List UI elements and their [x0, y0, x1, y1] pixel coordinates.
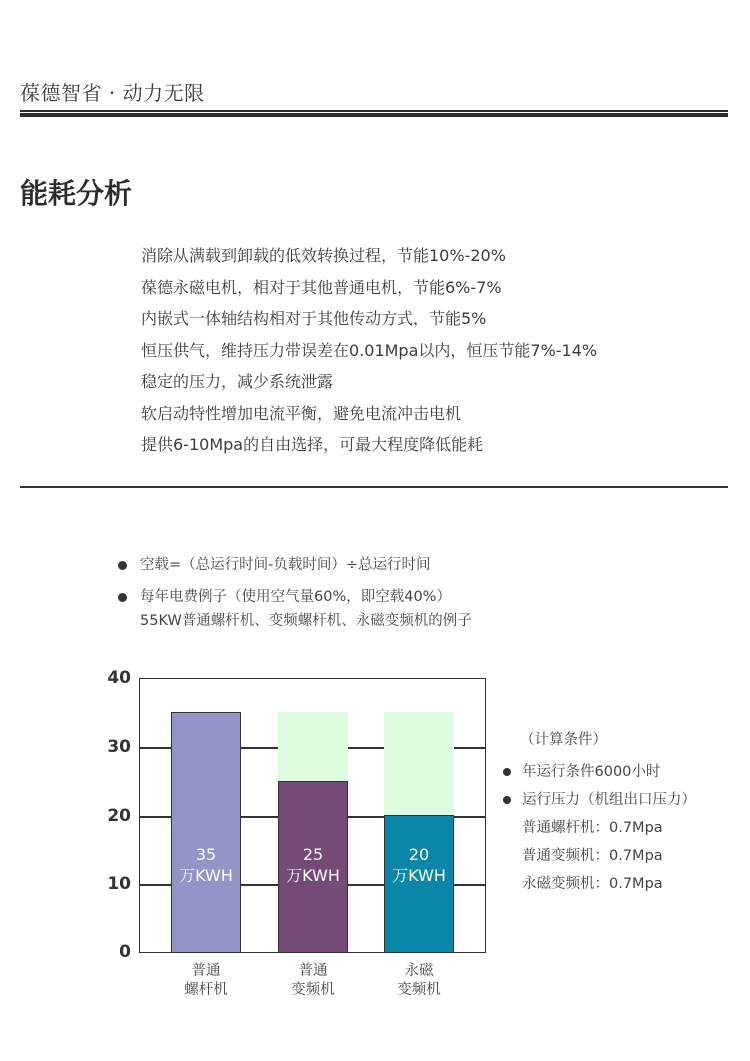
y-tick-label: 0 [119, 942, 131, 962]
page-title: 能耗分析 [20, 177, 133, 210]
note-item [116, 553, 472, 577]
bullet-icon [503, 796, 511, 804]
condition-text: 年运行条件6000小时 [522, 764, 661, 780]
x-label-line: 永磁 [404, 963, 434, 979]
bar-vfd-standard [278, 781, 348, 952]
note-subtext: 55KW普通螺杆机、变频螺杆机、永磁变频机的例子 [140, 613, 472, 629]
condition-text: 运行压力（机组出口压力） [522, 792, 696, 808]
conditions-title: （计算条件） [520, 732, 607, 748]
feature-item: 内嵌式一体轴结构相对于其他传动方式，节能5% [141, 309, 487, 328]
x-label-line: 螺杆机 [184, 982, 228, 998]
bar-unit: 万KWH [286, 866, 340, 885]
calculation-conditions [502, 728, 696, 898]
x-label [166, 962, 246, 1000]
x-label-line: 变频机 [397, 982, 441, 998]
note-text: 每年电费例子（使用空气量60%，即空载40%） [140, 589, 451, 605]
x-label [379, 962, 459, 1000]
y-tick-label: 10 [107, 874, 131, 894]
header-rule-thick [20, 113, 728, 117]
condition-item [502, 786, 696, 814]
feature-list [141, 240, 597, 461]
note-text: 空载=（总运行时间-负载时间）÷总运行时间 [140, 557, 431, 573]
x-label-line: 普通 [298, 963, 328, 979]
feature-item: 稳定的压力，减少系统泄露 [141, 372, 334, 391]
bar-value: 35 [195, 845, 217, 864]
feature-item: 恒压供气，维持压力带误差在0.01Mpa以内，恒压节能7%-14% [141, 340, 598, 360]
feature-item: 软启动特性增加电流平衡，避免电流冲击电机 [141, 403, 462, 423]
feature-item: 葆德永磁电机，相对于其他普通电机，节能6%-7% [141, 277, 502, 297]
bar-unit: 万KWH [179, 866, 233, 885]
bar-screw-standard [171, 712, 241, 952]
section-divider [20, 486, 728, 488]
condition-subitem: 永磁变频机：0.7Mpa [522, 876, 663, 892]
x-label [273, 962, 353, 1000]
y-tick-label: 30 [107, 737, 131, 757]
bullet-icon [503, 768, 511, 776]
y-tick-label: 40 [107, 668, 131, 688]
bar-value: 20 [408, 845, 430, 864]
chart-notes [116, 553, 472, 633]
condition-subitem: 普通变频机：0.7Mpa [522, 848, 663, 864]
y-tick-label: 20 [107, 806, 131, 826]
x-label-line: 普通 [191, 963, 221, 979]
bar-pm-vfd [384, 815, 454, 952]
condition-subitem: 普通螺杆机：0.7Mpa [522, 820, 663, 836]
x-label-line: 变频机 [291, 982, 335, 998]
bullet-icon [118, 561, 127, 570]
bar-unit: 万KWH [392, 866, 446, 885]
header-slogan: 葆德智省 · 动力无限 [20, 81, 205, 105]
plot-area [139, 678, 486, 953]
feature-item: 提供6-10Mpa的自由选择，可最大程度降低能耗 [141, 435, 484, 454]
feature-item: 消除从满载到卸载的低效转换过程，节能10%-20% [141, 246, 506, 265]
note-item [116, 585, 472, 633]
bullet-icon [118, 593, 127, 602]
header-rule-thin [20, 110, 728, 112]
condition-item [502, 758, 696, 786]
bar-value: 25 [302, 845, 324, 864]
